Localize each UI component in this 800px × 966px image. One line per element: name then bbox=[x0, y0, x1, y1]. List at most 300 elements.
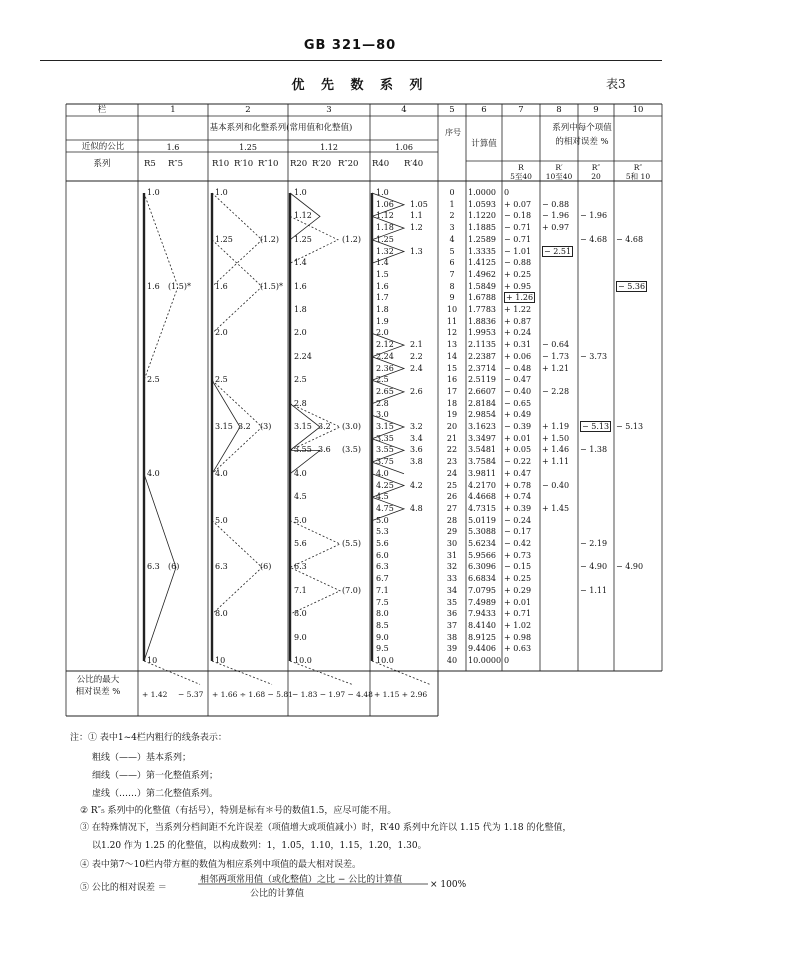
r40-value: 1.25 bbox=[376, 234, 394, 244]
deviation-value: − 0.88 bbox=[542, 199, 570, 209]
calc-value: 8.9125 bbox=[468, 632, 496, 642]
row-number: 39 bbox=[446, 644, 458, 654]
r20-second-rounded-value: (7.0) bbox=[342, 585, 361, 595]
footnote-line: 细线（——）第一化整值系列； bbox=[92, 771, 219, 781]
dev-header-bottom: 5和 10 bbox=[625, 172, 651, 181]
r40-value: 1.5 bbox=[376, 269, 389, 279]
r40-value: 1.4 bbox=[376, 258, 389, 268]
deviation-value: + 0.98 bbox=[504, 632, 532, 642]
calc-value: 1.8836 bbox=[468, 316, 496, 326]
max-dev-value: + 1.66 ÷ 1.68 − 5.81 bbox=[212, 690, 293, 699]
deviation-value: − 0.40 bbox=[504, 386, 532, 396]
row-number: 11 bbox=[446, 316, 458, 326]
r20-value: 2.24 bbox=[294, 351, 312, 361]
deviation-value: + 0.24 bbox=[504, 328, 532, 338]
calc-value: 10.0000 bbox=[468, 656, 502, 665]
r20-value: 1.0 bbox=[294, 188, 307, 197]
boxed-max-deviation: + 1.26 bbox=[506, 293, 534, 303]
deviation-value bbox=[616, 282, 660, 291]
deviation-value: − 0.88 bbox=[504, 258, 532, 268]
r40-rounded-value: 2.1 bbox=[410, 340, 423, 350]
deviation-value: + 0.25 bbox=[504, 269, 532, 279]
column-number: 10 bbox=[632, 105, 644, 115]
calc-value: 3.3497 bbox=[468, 433, 496, 443]
row-number: 20 bbox=[446, 422, 458, 431]
deviation-value: + 1.46 bbox=[542, 445, 570, 455]
r5-value: 1.6 bbox=[147, 281, 160, 291]
column-number: 栏 bbox=[97, 105, 107, 115]
deviation-value: + 1.45 bbox=[542, 503, 570, 513]
r40-rounded-value: 3.2 bbox=[410, 422, 423, 431]
fraction-numerator: 相邻两项常用值（或化整值）之比 − 公比的计算值 bbox=[200, 875, 403, 885]
r40-value: 3.35 bbox=[376, 433, 394, 443]
calc-value: 1.5849 bbox=[468, 281, 496, 291]
calc-value: 5.9566 bbox=[468, 550, 496, 560]
row-number: 37 bbox=[446, 620, 458, 630]
column-number: 3 bbox=[326, 105, 332, 115]
r40-value: 1.12 bbox=[376, 211, 394, 221]
deviation-value: − 2.19 bbox=[580, 539, 608, 548]
deviation-value: + 0.47 bbox=[504, 468, 532, 478]
deviation-value: − 1.96 bbox=[580, 211, 608, 221]
r40-value: 3.0 bbox=[376, 410, 389, 420]
r40-rounded-value: 1.1 bbox=[410, 211, 423, 221]
deviation-value: + 0.29 bbox=[504, 585, 532, 595]
deviation-value: + 0.71 bbox=[504, 609, 532, 619]
r20-second-rounded-value: (3.0) bbox=[342, 422, 361, 431]
deviation-value: + 1.22 bbox=[504, 305, 532, 314]
deviation-value: − 0.17 bbox=[504, 527, 532, 537]
calc-value: 6.3096 bbox=[468, 562, 496, 572]
series-name: R′40 bbox=[404, 159, 424, 169]
row-number: 36 bbox=[446, 609, 458, 619]
r40-value: 1.8 bbox=[376, 305, 389, 314]
series-name: R′10 bbox=[234, 159, 254, 169]
r20-value: 1.8 bbox=[294, 305, 307, 314]
r20-value: 4.5 bbox=[294, 492, 307, 502]
r20-value: 1.12 bbox=[294, 211, 312, 221]
row-number: 4 bbox=[449, 234, 455, 244]
deviation-value: − 4.68 bbox=[580, 234, 608, 244]
r40-value: 9.5 bbox=[376, 644, 389, 654]
deviation-value: − 0.18 bbox=[504, 211, 532, 221]
r10-value: 3.15 bbox=[215, 422, 233, 431]
max-dev-value: − 1.83 − 1.97 − 4.48 bbox=[292, 690, 373, 699]
r20-value: 2.0 bbox=[294, 328, 307, 338]
boxed-max-deviation: − 5.13 bbox=[582, 422, 610, 431]
deviation-value: − 0.64 bbox=[542, 340, 570, 350]
r20-value: 2.8 bbox=[294, 398, 307, 408]
row-number: 29 bbox=[446, 527, 458, 537]
r40-value: 9.0 bbox=[376, 632, 389, 642]
row-number: 5 bbox=[449, 246, 455, 256]
deviation-value: − 0.48 bbox=[504, 363, 532, 373]
deviation-value: + 0.01 bbox=[504, 433, 532, 443]
deviation-value: 0 bbox=[504, 656, 510, 665]
deviation-value: − 1.73 bbox=[542, 351, 570, 361]
r10-second-rounded-value: (1.5)* bbox=[260, 281, 283, 291]
calc-value: 2.6607 bbox=[468, 386, 496, 396]
calc-value: 4.4668 bbox=[468, 492, 496, 502]
row-number: 12 bbox=[446, 328, 458, 338]
r20-value: 1.25 bbox=[294, 234, 312, 244]
r40-value: 4.0 bbox=[376, 468, 389, 478]
ratio-value: 1.12 bbox=[320, 143, 338, 152]
deviation-value: − 0.15 bbox=[504, 562, 532, 572]
deviation-value: − 3.73 bbox=[580, 351, 608, 361]
calc-value: 1.6788 bbox=[468, 293, 496, 303]
r10-value: 2.5 bbox=[215, 375, 228, 385]
row-number: 30 bbox=[446, 539, 458, 548]
row-number: 9 bbox=[449, 293, 455, 303]
r40-value: 1.9 bbox=[376, 316, 389, 326]
row-number: 3 bbox=[449, 223, 455, 233]
deviation-value: − 0.71 bbox=[504, 223, 532, 233]
r40-value: 3.75 bbox=[376, 457, 394, 467]
deviation-value bbox=[542, 247, 576, 256]
row-number: 26 bbox=[446, 492, 458, 502]
r10-value: 5.0 bbox=[215, 515, 228, 525]
r20-value: 9.0 bbox=[294, 632, 307, 642]
calc-value: 1.7783 bbox=[468, 305, 496, 314]
r40-value: 1.18 bbox=[376, 223, 394, 233]
deviation-value: − 0.24 bbox=[504, 515, 532, 525]
deviation-value: + 0.87 bbox=[504, 316, 532, 326]
row-number: 32 bbox=[446, 562, 458, 572]
row-number: 16 bbox=[446, 375, 458, 385]
max-dev-value: − 5.37 bbox=[178, 690, 204, 699]
series-name: R″10 bbox=[258, 159, 279, 169]
calc-value: 1.1885 bbox=[468, 223, 496, 233]
r40-value: 3.15 bbox=[376, 422, 394, 431]
r40-value: 1.6 bbox=[376, 281, 389, 291]
calc-value: 7.9433 bbox=[468, 609, 496, 619]
row-number: 40 bbox=[446, 656, 458, 665]
calc-value: 2.9854 bbox=[468, 410, 496, 420]
deviation-value: 0 bbox=[504, 188, 510, 197]
r40-value: 1.7 bbox=[376, 293, 389, 303]
r40-value: 3.55 bbox=[376, 445, 394, 455]
r40-rounded-value: 1.05 bbox=[410, 199, 428, 209]
r20-rounded-value: 3.2 bbox=[318, 422, 331, 431]
row-number: 24 bbox=[446, 468, 458, 478]
footnote-line: 粗线（——）基本系列； bbox=[92, 753, 192, 763]
footnote-line: ④ 表中第7～10栏内带方框的数值为相应系列中项值的最大相对误差。 bbox=[80, 860, 362, 870]
column-number: 6 bbox=[481, 105, 487, 115]
calc-value: 1.9953 bbox=[468, 328, 496, 338]
calc-value: 3.5481 bbox=[468, 445, 496, 455]
deviation-value: + 0.78 bbox=[504, 480, 532, 490]
r40-rounded-value: 2.6 bbox=[410, 386, 423, 396]
r10-value: 1.6 bbox=[215, 281, 228, 291]
r40-value: 5.3 bbox=[376, 527, 389, 537]
r40-value: 2.24 bbox=[376, 351, 394, 361]
column-number: 2 bbox=[245, 105, 251, 115]
calc-value: 3.1623 bbox=[468, 422, 496, 431]
r40-value: 10.0 bbox=[376, 656, 394, 665]
r40-rounded-value: 2.2 bbox=[410, 351, 423, 361]
r40-value: 5.6 bbox=[376, 539, 389, 548]
deviation-value: − 4.90 bbox=[580, 562, 608, 572]
footnote-line: ③ 在特殊情况下，当系列分档间距不允许误差（项值增大或项值减小）时，R′40 系列中允许以 1.15 代为 1.18 的化整值， bbox=[80, 823, 572, 833]
calc-value: 2.2387 bbox=[468, 351, 496, 361]
calc-value: 7.0795 bbox=[468, 585, 496, 595]
deviation-value: − 1.38 bbox=[580, 445, 608, 455]
calc-value: 5.0119 bbox=[468, 515, 496, 525]
row-number: 28 bbox=[446, 515, 458, 525]
r20-value: 2.5 bbox=[294, 375, 307, 385]
deviation-value: + 0.01 bbox=[504, 597, 532, 607]
calc-value: 6.6834 bbox=[468, 574, 496, 584]
calc-value: 9.4406 bbox=[468, 644, 496, 654]
r40-value: 2.8 bbox=[376, 398, 389, 408]
r20-value: 7.1 bbox=[294, 585, 307, 595]
r40-value: 4.75 bbox=[376, 503, 394, 513]
r40-rounded-value: 2.4 bbox=[410, 363, 423, 373]
r10-second-rounded-value: (1.2) bbox=[260, 234, 279, 244]
deviation-value: − 0.71 bbox=[504, 234, 532, 244]
r40-value: 2.5 bbox=[376, 375, 389, 385]
deviation-value: − 0.65 bbox=[504, 398, 532, 408]
r20-value: 1.6 bbox=[294, 281, 307, 291]
r40-rounded-value: 3.8 bbox=[410, 457, 423, 467]
r20-value: 1.4 bbox=[294, 258, 307, 268]
r10-value: 1.0 bbox=[215, 188, 228, 197]
deviation-value: − 2.28 bbox=[542, 386, 570, 396]
r20-value: 6.3 bbox=[294, 562, 307, 572]
row-number: 2 bbox=[449, 211, 455, 221]
column-number: 9 bbox=[593, 105, 599, 115]
r10-value: 10 bbox=[215, 656, 226, 665]
dev-header-bottom: 10至40 bbox=[545, 172, 573, 181]
r20-second-rounded-value: (3.5) bbox=[342, 445, 361, 455]
deviation-value: + 1.19 bbox=[542, 422, 570, 431]
calc-value: 2.3714 bbox=[468, 363, 496, 373]
dev-header-bottom: 20 bbox=[591, 172, 601, 181]
row-number: 22 bbox=[446, 445, 458, 455]
r10-value: 2.0 bbox=[215, 328, 228, 338]
row-number: 33 bbox=[446, 574, 458, 584]
calc-value: 1.0000 bbox=[468, 188, 496, 197]
r40-rounded-value: 3.4 bbox=[410, 433, 423, 443]
deviation-title: 的相对误差 % bbox=[555, 137, 609, 147]
deviation-value: − 0.40 bbox=[542, 480, 570, 490]
deviation-value: − 4.68 bbox=[616, 234, 644, 244]
r40-rounded-value: 4.8 bbox=[410, 503, 423, 513]
dev-header-top: R″ bbox=[633, 163, 643, 172]
r40-value: 4.25 bbox=[376, 480, 394, 490]
deviation-value: + 0.05 bbox=[504, 445, 532, 455]
r40-value: 6.3 bbox=[376, 562, 389, 572]
r40-value: 6.0 bbox=[376, 550, 389, 560]
deviation-value: + 1.21 bbox=[542, 363, 570, 373]
r5-value: 4.0 bbox=[147, 468, 160, 478]
ratio-value: 1.6 bbox=[166, 143, 180, 152]
r40-rounded-value: 1.2 bbox=[410, 223, 423, 233]
row-number: 13 bbox=[446, 340, 458, 350]
deviation-value: − 1.01 bbox=[504, 246, 532, 256]
r40-value: 4.5 bbox=[376, 492, 389, 502]
r5-second-rounded-value: (6) bbox=[168, 562, 180, 572]
deviation-value: + 0.97 bbox=[542, 223, 570, 233]
column-number: 7 bbox=[518, 105, 524, 115]
column-number: 1 bbox=[170, 105, 176, 115]
deviation-value: + 0.49 bbox=[504, 410, 532, 420]
deviation-value: − 4.90 bbox=[616, 562, 644, 572]
calc-value: 2.8184 bbox=[468, 398, 496, 408]
deviation-value: + 1.11 bbox=[542, 457, 570, 467]
series-name: R40 bbox=[372, 159, 390, 169]
r40-value: 7.5 bbox=[376, 597, 389, 607]
calc-value: 8.4140 bbox=[468, 620, 496, 630]
r40-value: 1.32 bbox=[376, 246, 394, 256]
deviation-value: + 0.25 bbox=[504, 574, 532, 584]
deviation-title: 系列中每个项值 bbox=[552, 123, 612, 133]
row-number: 34 bbox=[446, 585, 458, 595]
deviation-value: + 1.50 bbox=[542, 433, 570, 443]
calc-value: 5.3088 bbox=[468, 527, 496, 537]
r40-value: 1.0 bbox=[376, 188, 389, 197]
calc-value: 1.0593 bbox=[468, 199, 496, 209]
footnote-line: 以1.20 作为 1.25 的化整值，以构成数列：1，1.05，1.10，1.15，1.20，1.30。 bbox=[92, 841, 427, 851]
series-name: R′20 bbox=[312, 159, 332, 169]
deviation-value: + 0.63 bbox=[504, 644, 532, 654]
deviation-value: + 0.74 bbox=[504, 492, 532, 502]
ratio-value: 1.06 bbox=[395, 143, 413, 152]
r40-value: 2.12 bbox=[376, 340, 394, 350]
r10-value: 6.3 bbox=[215, 562, 228, 572]
deviation-value: − 0.39 bbox=[504, 422, 532, 431]
r20-value: 5.0 bbox=[294, 515, 307, 525]
r20-value: 3.15 bbox=[294, 422, 312, 431]
calc-value: 7.4989 bbox=[468, 597, 496, 607]
calc-value: 2.1135 bbox=[468, 340, 496, 350]
r40-value: 6.7 bbox=[376, 574, 389, 584]
calc-value: 1.4962 bbox=[468, 269, 496, 279]
dev-header-top: R′ bbox=[555, 163, 563, 172]
boxed-max-deviation: − 2.51 bbox=[544, 246, 572, 256]
row-number: 27 bbox=[446, 503, 458, 513]
r40-rounded-value: 1.3 bbox=[410, 246, 423, 256]
r20-second-rounded-value: (5.5) bbox=[342, 539, 361, 548]
row-number: 7 bbox=[449, 269, 455, 279]
r40-value: 5.0 bbox=[376, 515, 389, 525]
calc-value: 4.7315 bbox=[468, 503, 496, 513]
dev-header-top: R bbox=[518, 163, 524, 172]
series-label: 系列 bbox=[93, 159, 111, 169]
deviation-value: + 0.39 bbox=[504, 503, 532, 513]
r10-rounded-value: 3.2 bbox=[238, 422, 251, 431]
r20-second-rounded-value: (1.2) bbox=[342, 234, 361, 244]
fraction-multiplier: × 100% bbox=[430, 880, 467, 890]
r20-value: 5.6 bbox=[294, 539, 307, 548]
r40-value: 7.1 bbox=[376, 585, 389, 595]
r5-value: 6.3 bbox=[147, 562, 160, 572]
footnote-line: 注：① 表中1~4栏内粗行的线条表示： bbox=[70, 733, 227, 743]
row-number: 15 bbox=[446, 363, 458, 373]
footnote-line: ② R″₅ 系列中的化整值（有括号），特别是标有＊号的数值1.5，应尽可能不用。 bbox=[80, 806, 397, 816]
boxed-max-deviation: − 5.36 bbox=[618, 281, 646, 291]
column-number: 4 bbox=[401, 105, 407, 115]
calc-value: 3.7584 bbox=[468, 457, 496, 467]
row-number: 31 bbox=[446, 550, 458, 560]
r5-second-rounded-value: (1.5)* bbox=[168, 281, 191, 291]
series-name: R20 bbox=[290, 159, 308, 169]
ratio-label: 近似的公比 bbox=[81, 142, 125, 152]
deviation-value: − 0.22 bbox=[504, 457, 532, 467]
deviation-value: − 1.96 bbox=[542, 211, 570, 221]
footnote-line: 虚线（……）第二化整值系列。 bbox=[92, 789, 219, 799]
r10-second-rounded-value: (6) bbox=[260, 562, 272, 572]
r10-value: 8.0 bbox=[215, 609, 228, 619]
r40-value: 1.06 bbox=[376, 199, 394, 209]
table-title: 优 先 数 系 列 bbox=[291, 78, 429, 93]
column-number: 5 bbox=[449, 105, 455, 115]
calc-value: 4.2170 bbox=[468, 480, 496, 490]
r5-value: 1.0 bbox=[147, 188, 160, 197]
fraction-denominator: 公比的计算值 bbox=[250, 889, 305, 899]
calc-value: 1.3335 bbox=[468, 246, 496, 256]
r20-value: 8.0 bbox=[294, 609, 307, 619]
r40-value: 2.65 bbox=[376, 386, 394, 396]
r40-value: 8.5 bbox=[376, 620, 389, 630]
deviation-value: − 0.47 bbox=[504, 375, 532, 385]
deviation-value: − 5.13 bbox=[616, 422, 644, 431]
column-number: 8 bbox=[556, 105, 562, 115]
footnote-line: ⑤ 公比的相对误差 ＝ bbox=[80, 883, 167, 893]
calc-value: 1.4125 bbox=[468, 258, 496, 268]
group-title: 基本系列和化整系列(常用值和化整值) bbox=[209, 123, 353, 133]
row-number: 1 bbox=[449, 199, 455, 209]
row-number: 23 bbox=[446, 457, 458, 467]
col5-label: 序号 bbox=[445, 128, 461, 137]
r10-value: 4.0 bbox=[215, 468, 228, 478]
r20-value: 4.0 bbox=[294, 468, 307, 478]
deviation-value bbox=[504, 293, 538, 302]
r5-value: 10 bbox=[147, 656, 158, 665]
calc-value: 5.6234 bbox=[468, 539, 496, 548]
series-name: R5 bbox=[144, 159, 156, 169]
row-number: 18 bbox=[446, 398, 458, 408]
max-dev-value: + 1.42 bbox=[142, 690, 168, 699]
row-number: 14 bbox=[446, 351, 458, 361]
deviation-value: + 0.06 bbox=[504, 351, 532, 361]
row-number: 8 bbox=[449, 281, 455, 291]
r20p-connector bbox=[290, 404, 320, 474]
series-name: R″20 bbox=[338, 159, 359, 169]
r20-value: 10.0 bbox=[294, 656, 312, 665]
row-number: 38 bbox=[446, 632, 458, 642]
row-number: 25 bbox=[446, 480, 458, 490]
row-number: 10 bbox=[446, 305, 458, 314]
deviation-value: + 0.31 bbox=[504, 340, 532, 350]
dev-header-bottom: 5至40 bbox=[510, 172, 532, 181]
row-number: 19 bbox=[446, 410, 458, 420]
row-number: 0 bbox=[449, 188, 455, 197]
r40-rounded-value: 4.2 bbox=[410, 480, 423, 490]
max-dev-label: 公比的最大 bbox=[76, 675, 120, 685]
row-number: 21 bbox=[446, 433, 458, 443]
calc-value: 1.2589 bbox=[468, 234, 496, 244]
r20-rounded-value: 3.6 bbox=[318, 445, 331, 455]
r40-value: 2.0 bbox=[376, 328, 389, 338]
series-name: R10 bbox=[212, 159, 230, 169]
row-number: 6 bbox=[449, 258, 455, 268]
dev-header-top: R″ bbox=[591, 163, 601, 172]
row-number: 17 bbox=[446, 386, 458, 396]
r40-value: 2.36 bbox=[376, 363, 394, 373]
r10-second-rounded-value: (3) bbox=[260, 422, 272, 431]
